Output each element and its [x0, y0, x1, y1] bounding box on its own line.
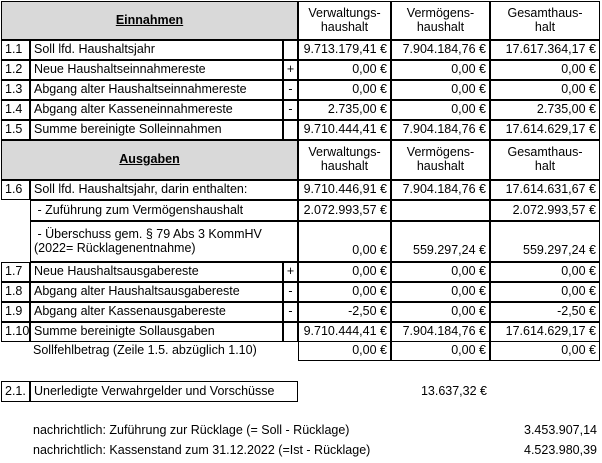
ausgaben-row-sign: -: [283, 302, 298, 322]
fehlbetrag-verm: 0,00 €: [391, 341, 490, 361]
einnahmen-row-sign: -: [283, 100, 298, 120]
ausgaben-row-sign: [283, 322, 298, 342]
zufuehrung-verw: 2.072.993,57 €: [298, 200, 391, 221]
ueberschuss-verw: 0,00 €: [298, 221, 391, 262]
ausgaben-row-ges: 17.614.629,17 €: [490, 322, 600, 342]
nachrichtlich-1-label: nachrichtlich: Zuführung zur Rücklage (= Soll - Rücklage): [33, 423, 350, 438]
ausgaben-row-sign: -: [283, 282, 298, 302]
ausgaben-row-verw: -2,50 €: [298, 302, 391, 322]
ausgaben-row-ges: -2,50 €: [490, 302, 600, 322]
ausgaben-row-label: Summe bereinigte Sollausgaben: [30, 322, 283, 342]
row-1-6-ges: 17.614.631,67 €: [490, 180, 600, 200]
einnahmen-row-sign: [283, 40, 298, 60]
ausgaben-row-ges: 0,00 €: [490, 262, 600, 282]
ausgaben-row-nr: 1.7: [1, 262, 30, 282]
verwahr-label: Unerledigte Verwahrgelder und Vorschüsse: [30, 381, 298, 402]
fehlbetrag-ges: 0,00 €: [490, 341, 600, 361]
fehlbetrag-label: Sollfehlbetrag (Zeile 1.5. abzüglich 1.10): [33, 343, 257, 358]
ausgaben-col-verwaltung: Verwaltungs- haushalt: [298, 140, 391, 180]
einnahmen-row-ges: 0,00 €: [490, 80, 600, 100]
zufuehrung-verm: [391, 200, 490, 221]
einnahmen-row-label: Summe bereinigte Solleinnahmen: [30, 120, 283, 140]
einnahmen-row-label: Abgang alter Haushaltseinnahmereste: [30, 80, 283, 100]
fehlbetrag-verw: 0,00 €: [298, 341, 391, 361]
einnahmen-row-verw: 0,00 €: [298, 60, 391, 80]
verwahr-value: 13.637,32 €: [420, 383, 487, 398]
einnahmen-row-label: Abgang alter Kasseneinnahmereste: [30, 100, 283, 120]
zufuehrung-label: - Zuführung zum Vermögenshaushalt: [30, 200, 298, 221]
ausgaben-row-verw: 0,00 €: [298, 262, 391, 282]
ausgaben-row-sign: +: [283, 262, 298, 282]
einnahmen-row-ges: 0,00 €: [490, 60, 600, 80]
nachrichtlich-2-label: nachrichtlich: Kassenstand zum 31.12.2022 (=Ist - Rücklage): [33, 443, 371, 458]
einnahmen-row-nr: 1.3: [1, 80, 30, 100]
nachrichtlich-1-value: 3.453.907,14: [524, 423, 597, 438]
einnahmen-row-sign: +: [283, 60, 298, 80]
einnahmen-row-nr: 1.2: [1, 60, 30, 80]
ausgaben-row-nr: 1.10: [1, 322, 30, 342]
ausgaben-header: Ausgaben: [1, 140, 298, 180]
ausgaben-row-verw: 9.710.444,41 €: [298, 322, 391, 342]
einnahmen-row-verw: 9.710.444,41 €: [298, 120, 391, 140]
einnahmen-row-verm: 0,00 €: [391, 60, 490, 80]
einnahmen-row-sign: -: [283, 80, 298, 100]
row-1-6-verw: 9.710.446,91 €: [298, 180, 391, 200]
einnahmen-row-label: Neue Haushaltseinnahmereste: [30, 60, 283, 80]
einnahmen-row-verw: 9.713.179,41 €: [298, 40, 391, 60]
ausgaben-row-verm: 0,00 €: [391, 262, 490, 282]
ausgaben-row-verw: 0,00 €: [298, 282, 391, 302]
ausgaben-row-verm: 7.904.184,76 €: [391, 322, 490, 342]
nachrichtlich-2-value: 4.523.980,39: [524, 443, 597, 458]
ausgaben-row-verm: 0,00 €: [391, 282, 490, 302]
ueberschuss-verm: 559.297,24 €: [391, 221, 490, 262]
row-1-6-verm: 7.904.184,76 €: [391, 180, 490, 200]
einnahmen-row-ges: 2.735,00 €: [490, 100, 600, 120]
ausgaben-col-vermoegen: Vermögens- haushalt: [391, 140, 490, 180]
einnahmen-row-sign: [283, 120, 298, 140]
einnahmen-row-verm: 7.904.184,76 €: [391, 40, 490, 60]
ueberschuss-label: - Überschuss gem. § 79 Abs 3 KommHV (2022= Rücklagenentnahme): [30, 221, 298, 262]
ausgaben-row-nr: 1.9: [1, 302, 30, 322]
ausgaben-col-gesamt: Gesamthaus- halt: [490, 140, 600, 180]
einnahmen-header: Einnahmen: [1, 1, 298, 40]
row-1-6-nr: 1.6: [1, 180, 30, 200]
einnahmen-row-verm: 0,00 €: [391, 100, 490, 120]
einnahmen-row-verw: 2.735,00 €: [298, 100, 391, 120]
ausgaben-row-label: Abgang alter Kassenausgabereste: [30, 302, 283, 322]
verwahr-nr: 2.1.: [1, 381, 30, 402]
einnahmen-col-gesamt: Gesamthaus- halt: [490, 1, 600, 40]
ausgaben-row-label: Neue Haushaltsausgabereste: [30, 262, 283, 282]
ueberschuss-ges: 559.297,24 €: [490, 221, 600, 262]
ausgaben-row-verm: 0,00 €: [391, 302, 490, 322]
einnahmen-row-verm: 7.904.184,76 €: [391, 120, 490, 140]
einnahmen-col-vermoegen: Vermögens- haushalt: [391, 1, 490, 40]
einnahmen-row-label: Soll lfd. Haushaltsjahr: [30, 40, 283, 60]
einnahmen-row-verw: 0,00 €: [298, 80, 391, 100]
einnahmen-row-nr: 1.4: [1, 100, 30, 120]
zufuehrung-ges: 2.072.993,57 €: [490, 200, 600, 221]
einnahmen-row-ges: 17.614.629,17 €: [490, 120, 600, 140]
ausgaben-row-nr: 1.8: [1, 282, 30, 302]
ausgaben-row-ges: 0,00 €: [490, 282, 600, 302]
einnahmen-row-nr: 1.5: [1, 120, 30, 140]
einnahmen-row-verm: 0,00 €: [391, 80, 490, 100]
row-1-6-label: Soll lfd. Haushaltsjahr, darin enthalten:: [30, 180, 298, 200]
ausgaben-row-label: Abgang alter Haushaltsausgabereste: [30, 282, 283, 302]
einnahmen-row-nr: 1.1: [1, 40, 30, 60]
einnahmen-row-ges: 17.617.364,17 €: [490, 40, 600, 60]
einnahmen-col-verwaltung: Verwaltungs- haushalt: [298, 1, 391, 40]
